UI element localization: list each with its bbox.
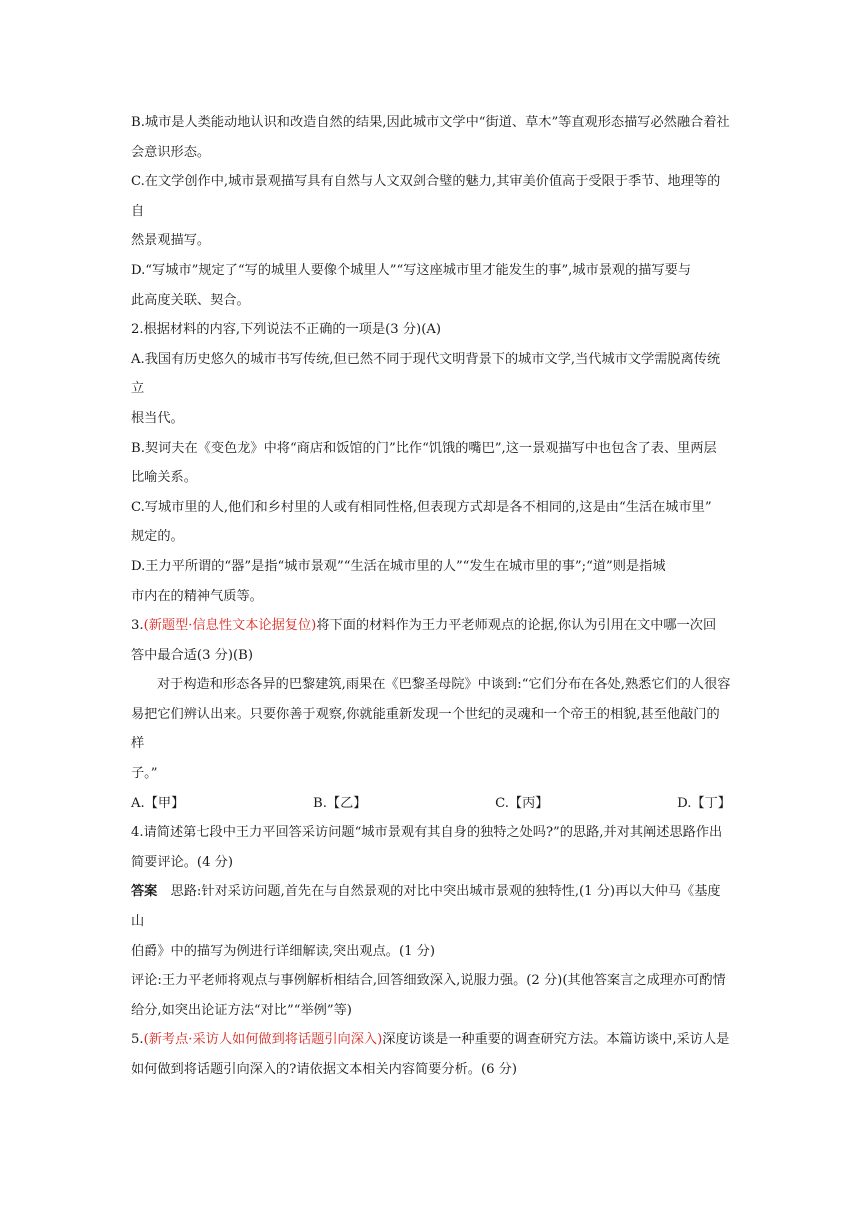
q2-option-b-line1: B.契诃夫在《变色龙》中将“商店和饭馆的门”比作“饥饿的嘴巴”,这一景观描写中也包含了表、里两层 [131,440,717,456]
question-3-line2: 答中最合适(3 分)(B) [131,647,253,663]
q2-option-d-line1: D.王力平所谓的“器”是指“城市景观”“生活在城市里的人”“发生在城市里的事”;“道”则是指城 [131,558,666,574]
q1-option-b-line1: B.城市是人类能动地认识和改造自然的结果,因此城市文学中“街道、草木”等直观形态描写必然融合着社 [131,115,730,130]
question-5-line1 [131,1025,731,1055]
answer-label: 答案 [131,884,158,900]
q1-option-b-line2: 会意识形态。 [131,144,211,160]
question-3-line1 [131,611,731,641]
q1-option-c-line2: 然景观描写。 [131,233,211,249]
q2-option-c-line2: 规定的。 [131,529,184,545]
q2-option-c-line1: C.写城市里的人,他们和乡村里的人或有相同性格,但表现方式却是各不相同的,这是由“生活在城市里” [131,499,712,515]
q1-option-d-line2: 此高度关联、契合。 [131,292,250,308]
q1-option-d-line1: D.“写城市”规定了“写的城里人要像个城里人”“写这座城市里才能发生的事”,城市景观的描写要与 [131,262,692,278]
option-b: B.【乙】 [313,795,367,811]
q2-option-a-line2: 根当代。 [131,410,184,426]
question-4-line2: 简要评论。(4 分) [131,854,233,870]
answer-line2: 伯爵》中的描写为例进行详细解读,突出观点。(1 分) [131,943,435,959]
option-d: D.【丁】 [677,795,731,811]
answer-line1 [131,877,731,936]
question-3-number: 3. [131,618,144,634]
question-4-line1: 4.请简述第七段中王力平回答采访问题“城市景观有其自身的独特之处吗?”的思路,并对其阐述思路作出 [131,825,723,841]
answer-text: 思路:针对采访问题,首先在与自然景观的对比中突出城市景观的独特性,(1 分)再以大仲马《基度山 [131,884,721,930]
question-3-text: 将下面的材料作为王力平老师观点的论据,你认为引用在文中哪一次回 [316,618,717,634]
q2-option-b-line2: 比喻关系。 [131,470,197,486]
question-2: 2.根据材料的内容,下列说法不正确的一项是(3 分)(A) [131,322,442,338]
option-a: A.【甲】 [131,795,185,811]
q2-option-d-line2: 市内在的精神气质等。 [131,588,263,604]
quote-line3: 子。” [131,766,158,782]
question-5-tag: (新考点·采访人如何做到将话题引向深入) [143,1032,383,1048]
comment-line2: 给分,如突出论证方法“对比”“举例”等) [131,1002,352,1018]
question-5-text: 深度访谈是一种重要的调查研究方法。本篇访谈中,采访人是 [382,1032,730,1048]
q1-option-c-line1: C.在文学创作中,城市景观描写具有自然与人文双剑合璧的魅力,其审美价值高于受限于季节、地理等的自 [131,174,721,219]
question-3-tag: (新题型·信息性文本论据复位) [143,618,317,634]
document-body [131,108,731,1085]
question-3-options [131,789,731,819]
quote-line2: 易把它们辨认出来。只要你善于观察,你就能重新发现一个世纪的灵魂和一个帝王的相貌,甚至他敲门的样 [131,706,720,752]
option-c: C.【丙】 [495,795,549,811]
q2-option-a-line1: A.我国有历史悠久的城市书写传统,但已然不同于现代文明背景下的城市文学,当代城市文学需脱离传统立 [131,351,721,397]
question-5-number: 5. [131,1032,144,1048]
quote-line1: 对于构造和形态各异的巴黎建筑,雨果在《巴黎圣母院》中谈到:“它们分布在各处,熟悉它们的人很容 [157,677,731,693]
comment-line1: 评论:王力平老师将观点与事例解析相结合,回答细致深入,说服力强。(2 分)(其他答案言之成理亦可酌情 [131,973,726,989]
question-5-line2: 如何做到将话题引向深入的?请依据文本相关内容简要分析。(6 分) [131,1062,518,1077]
